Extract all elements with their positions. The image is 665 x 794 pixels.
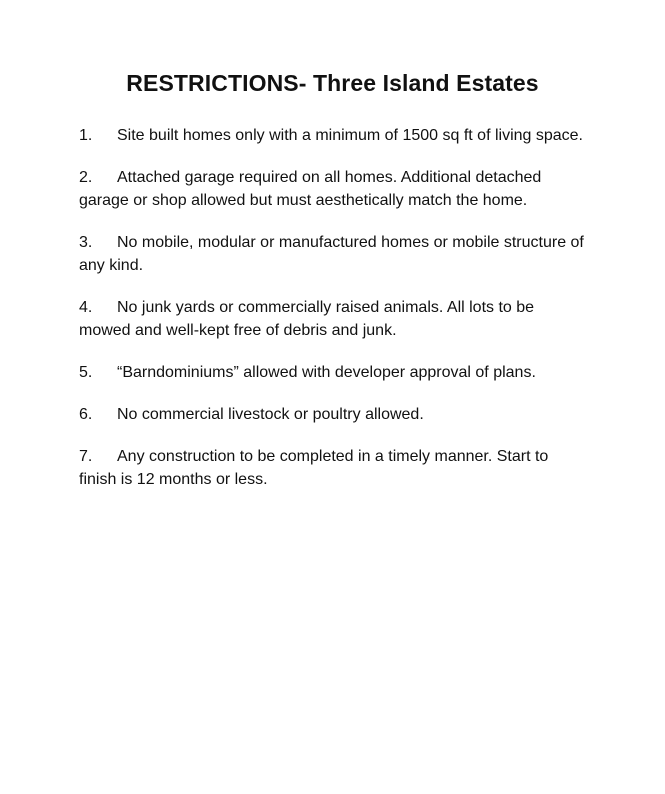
list-item [79,124,589,147]
item-number: 7. [79,448,93,465]
item-number: 3. [79,234,93,251]
item-number: 4. [79,299,93,316]
item-text: No mobile, modular or manufactured homes or mobile structure of any kind. [79,234,584,274]
item-text: No junk yards or commercially raised animals. All lots to be mowed and well-kept free of debris and junk. [79,299,535,339]
item-number: 2. [79,169,93,186]
item-number: 6. [79,406,93,423]
item-number: 1. [79,127,93,144]
list-item [79,445,589,491]
item-text: No commercial livestock or poultry allowed. [117,406,424,423]
item-text: Any construction to be completed in a timely manner. Start to finish is 12 months or less. [79,448,549,488]
item-text: Attached garage required on all homes. Additional detached garage or shop allowed but must aesthetically match the home. [79,169,542,209]
list-item [79,403,589,426]
list-item [79,296,589,342]
item-text: Site built homes only with a minimum of 1500 sq ft of living space. [117,127,583,144]
list-item [79,231,589,277]
document-title: RESTRICTIONS- Three Island Estates [126,70,539,96]
list-item [79,361,589,384]
item-text: “Barndominiums” allowed with developer approval of plans. [117,364,536,381]
item-number: 5. [79,364,93,381]
restrictions-list [79,124,589,510]
list-item [79,166,589,212]
